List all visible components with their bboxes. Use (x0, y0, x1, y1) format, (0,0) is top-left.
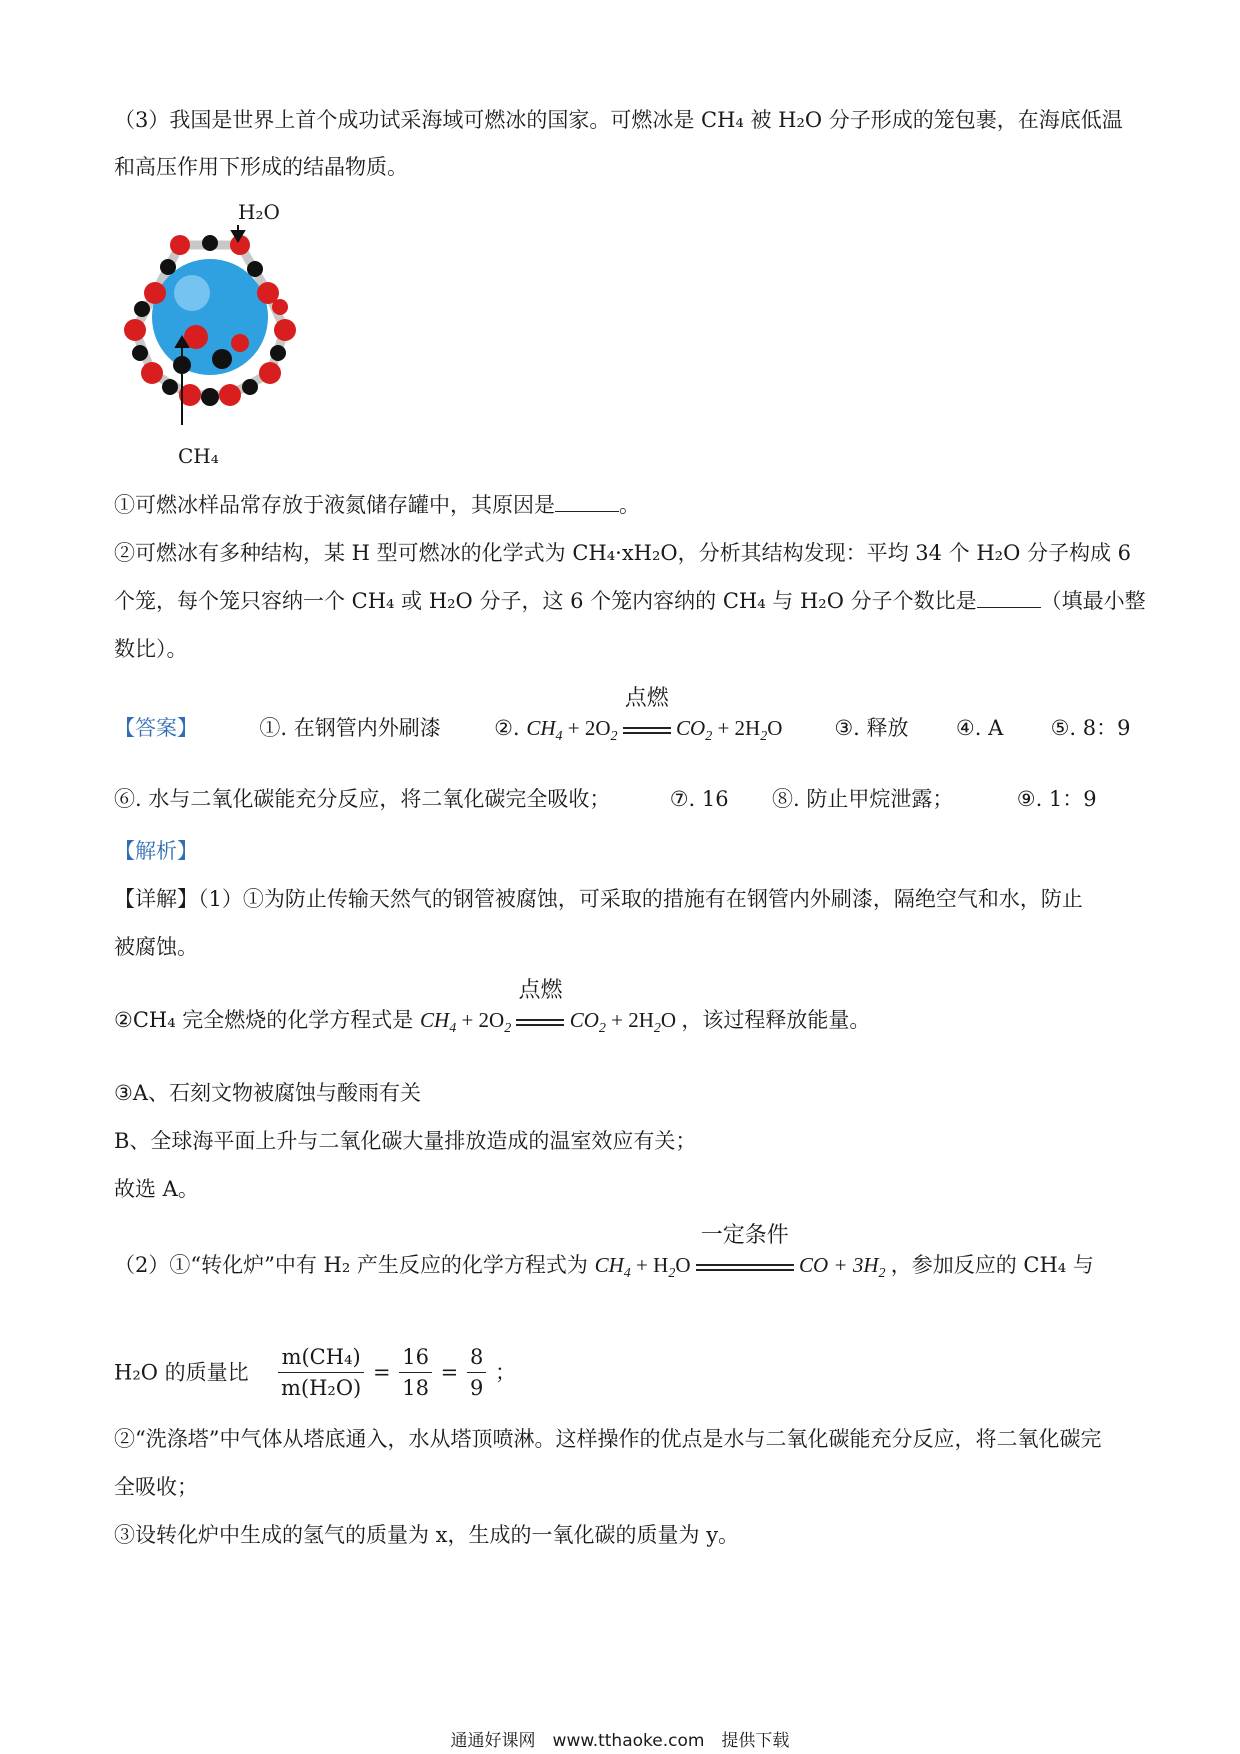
detail-line-2: 被腐蚀。 (114, 935, 198, 959)
detail-combustion (114, 977, 871, 1039)
figure-label-ch4: CH₄ (178, 444, 219, 468)
condition-ignite: 点燃 (623, 713, 671, 743)
detail-converter (114, 1222, 1094, 1284)
wash-tower-line-1: ②“洗涤塔”中气体从塔底通入，水从塔顶喷淋。这样操作的优点是水与二氧化碳能充分反应，将二氧化碳完 (114, 1427, 1102, 1451)
detail-choice: 故选 A。 (114, 1177, 199, 1201)
detail-assumption: ③设转化炉中生成的氢气的质量为 x，生成的一氧化碳的质量为 y。 (114, 1523, 740, 1547)
intro-line-1: （3）我国是世界上首个成功试采海域可燃冰的国家。可燃冰是 CH₄ 被 H₂O 分子形成的笼包裹，在海底低温 (114, 108, 1123, 132)
methane-clathrate-figure (110, 225, 325, 445)
answer-2-equation: $CH_4 + 2O_2$ 点燃 $CO_2 + 2H_2O$ (526, 685, 783, 744)
footer: 通通好课网 www.tthaoke.com 提供下载 (450, 1731, 790, 1751)
question-2-line-2 (114, 586, 1146, 616)
detail-converter-prefix: （2）①“转化炉”中有 H₂ 产生反应的化学方程式为 (114, 1253, 588, 1277)
mass-ratio-line: H₂O 的质量比 $\frac{\text{m(CH₄)}}{\text{m(H₂O)}}$ = $\frac{16}{18}$ = $\frac{8}{9}$ ； (114, 1342, 516, 1403)
wash-tower-line-2: 全吸收； (114, 1475, 198, 1499)
answer-blank (555, 493, 619, 512)
question-2-line-2-a: 个笼，每个笼只容纳一个 CH₄ 或 H₂O 分子，这 6 个笼内容纳的 CH₄ 与 H₂O 分子个数比是 (114, 589, 977, 613)
answer-6: ⑥. 水与二氧化碳能充分反应，将二氧化碳完全吸收； (114, 787, 611, 811)
question-1 (114, 490, 640, 520)
detail-combustion-prefix: ②CH₄ 完全燃烧的化学方程式是 (114, 1008, 414, 1032)
condition-ignite: 点燃 (516, 1005, 564, 1035)
answer-blank (977, 589, 1041, 608)
combustion-equation: $CH_4 + 2O_2$ 点燃 $CO_2 + 2H_2O$ (420, 977, 677, 1036)
answer-3: ③. 释放 (834, 716, 909, 740)
answer-1: ①. 在钢管内外刷漆 (259, 716, 441, 740)
mass-ratio-prefix: H₂O 的质量比 (114, 1360, 249, 1385)
question-2-line-1: ②可燃冰有多种结构，某 H 型可燃冰的化学式为 CH₄·xH₂O，分析其结构发现：平均 34 个 H₂O 分子构成 6 (114, 541, 1132, 565)
answer-label: 【答案】 (114, 716, 198, 740)
answer-2-prefix: ②. (494, 716, 520, 740)
intro-line-2: 和高压作用下形成的结晶物质。 (114, 155, 408, 179)
detail-combustion-suffix: ，该过程释放能量。 (681, 1008, 871, 1032)
condition-certain: 一定条件 (696, 1250, 794, 1280)
answer-line-1 (114, 685, 1131, 747)
answer-line-2 (114, 784, 1097, 814)
question-2-line-2-b: （填最小整 (1040, 589, 1146, 613)
answer-7: ⑦. 16 (669, 787, 729, 811)
fraction-8-9: $\frac{8}{9}$ (467, 1342, 486, 1403)
detail-option-a: ③A、石刻文物被腐蚀与酸雨有关 (114, 1081, 421, 1105)
answer-4: ④. A (955, 716, 1004, 740)
question-1-end: 。 (619, 493, 640, 517)
answer-9: ⑨. 1：9 (1016, 787, 1097, 811)
detail-line-1: 【详解】（1）①为防止传输天然气的钢管被腐蚀，可采取的措施有在钢管内外刷漆，隔绝空气和水，防止 (114, 887, 1083, 911)
fraction-mass: $\frac{\text{m(CH₄)}}{\text{m(H₂O)}}$ (278, 1342, 364, 1403)
converter-equation: $CH_4 + H_2O$ 一定条件 CO + $3H_2$ (594, 1222, 886, 1281)
detail-converter-suffix: ，参加反应的 CH₄ 与 (890, 1253, 1094, 1277)
question-2-line-3: 数比）。 (114, 637, 188, 661)
answer-8: ⑧. 防止甲烷泄露； (772, 787, 954, 811)
methane-sphere (152, 259, 268, 375)
figure-label-h2o: H₂O (238, 200, 280, 224)
fraction-16-18: $\frac{16}{18}$ (399, 1342, 432, 1403)
analysis-label: 【解析】 (114, 839, 198, 863)
detail-option-b: B、全球海平面上升与二氧化碳大量排放造成的温室效应有关； (114, 1129, 697, 1153)
answer-5: ⑤. 8：9 (1050, 716, 1131, 740)
question-1-text: ①可燃冰样品常存放于液氮储存罐中，其原因是 (114, 493, 555, 517)
